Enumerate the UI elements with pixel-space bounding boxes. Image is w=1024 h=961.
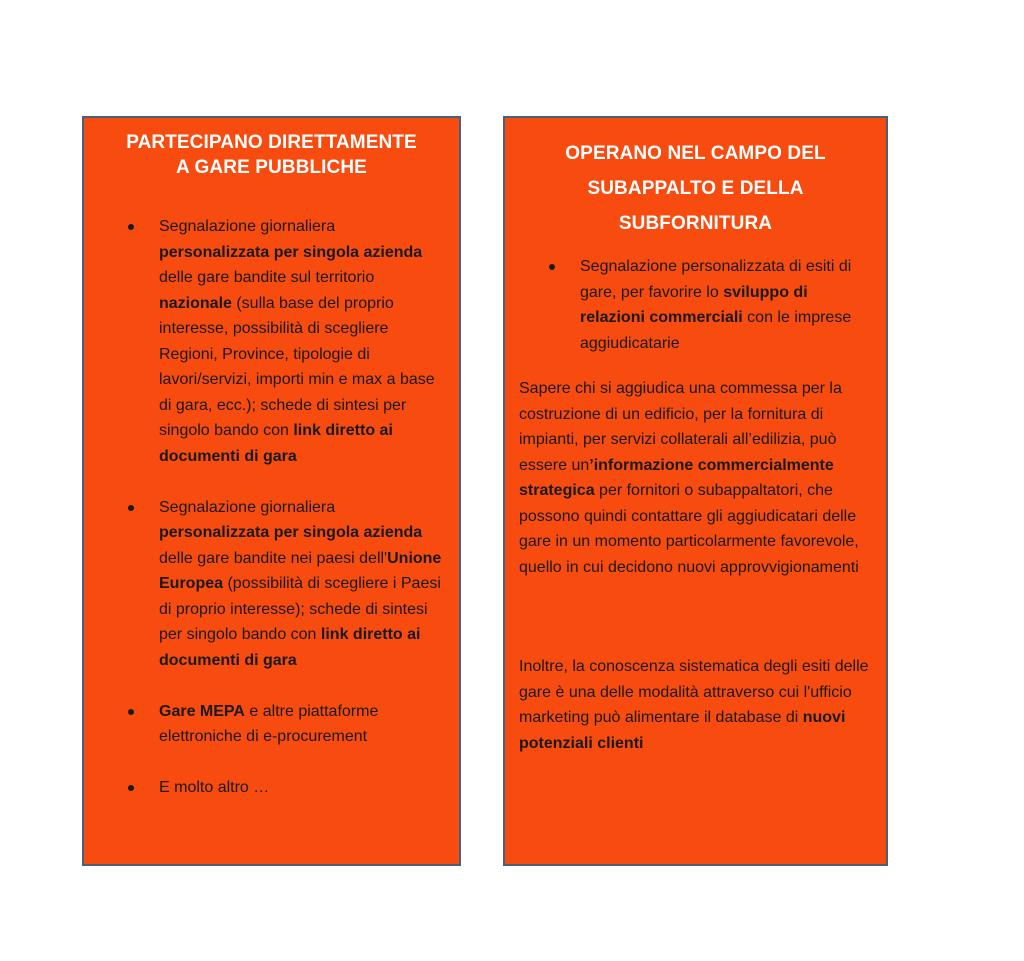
right-bullet-item-1 [505,254,886,356]
text-segment: e altre piattaforme elettroniche di e-procurement [159,702,379,745]
bullet-icon [549,264,555,270]
text-segment: Inoltre, la conoscenza sistematica degli esiti delle gare è una delle modalità attraverso cui l'ufficio marketing può alimentare il database di [519,658,869,726]
bullet-icon [128,505,134,511]
bold-text-segment: link diretto ai documenti di gara [159,422,393,465]
right-panel [503,116,888,866]
text-segment: Sapere chi si aggiudica una commessa per la costruzione di un edificio, per la fornitura di impianti, per servizi collaterali all’edilizia, può essere un [519,380,842,474]
left-panel [82,116,461,866]
text-segment: per fornitori o subappaltatori, che possono quindi contattare gli aggiudicatari delle gare in un momento particolarmente favorevole, quello in cui decidono nuovi approvvigionamenti [519,482,859,576]
bold-text-segment: sviluppo di relazioni commerciali [580,283,808,326]
text-segment: con le imprese aggiudicatarie [580,309,852,352]
text-segment: (possibilità di scegliere i Paesi di proprio interesse); schede di sintesi per singolo bando con [159,575,441,643]
left-title-line-2: A GARE PUBBLICHE [176,157,367,178]
right-panel-title [525,136,866,241]
left-title-line-1: PARTECIPANO DIRETTAMENTE [126,132,417,153]
left-bullet-item-1 [84,214,459,469]
bold-text-segment: link diretto ai documenti di gara [159,626,421,669]
right-bullet-list [505,254,886,382]
text-segment: Segnalazione giornaliera [159,218,336,235]
text-segment: delle gare bandite nei paesi dell' [159,549,388,567]
bold-text-segment: nazionale [159,294,232,312]
right-title-line-3: SUBFORNITURA [618,213,773,234]
left-bullet-list [84,214,459,826]
bold-text-segment: Gare MEPA [159,702,245,720]
text-segment: E molto altro … [159,779,270,796]
bullet-icon [128,785,134,791]
bold-text-segment: personalizzata per singola azienda [159,243,423,261]
right-title-line-1: OPERANO NEL CAMPO DEL [565,143,826,164]
bold-text-segment: personalizzata per singola azienda [159,524,423,541]
bullet-icon [128,709,134,715]
bold-text-segment: ’informazione commercialmente strategica [519,456,834,499]
text-segment: Segnalazione giornaliera [159,498,336,516]
right-title-line-2: SUBAPPALTO E DELLA [587,178,804,199]
left-bullet-item-3 [84,699,459,750]
left-bullet-item-4 [84,775,459,801]
bold-text-segment: Unione Europea [159,549,442,592]
right-paragraph-1 [519,376,874,580]
bullet-icon [128,224,134,230]
left-panel-title [104,130,439,180]
text-segment: delle gare bandite sul territorio [159,269,375,286]
right-paragraph-2 [519,654,874,756]
text-segment: Segnalazione personalizzata di esiti di gare, per favorire lo [580,258,852,301]
bold-text-segment: nuovi potenziali clienti [519,709,846,752]
text-segment: (sulla base del proprio interesse, possibilità di scegliere Regioni, Province, tipologie di lavori/servizi, importi min e max a base di gara, ecc.); schede di sintesi per singolo bando con [159,294,435,439]
left-bullet-item-2 [84,495,459,674]
